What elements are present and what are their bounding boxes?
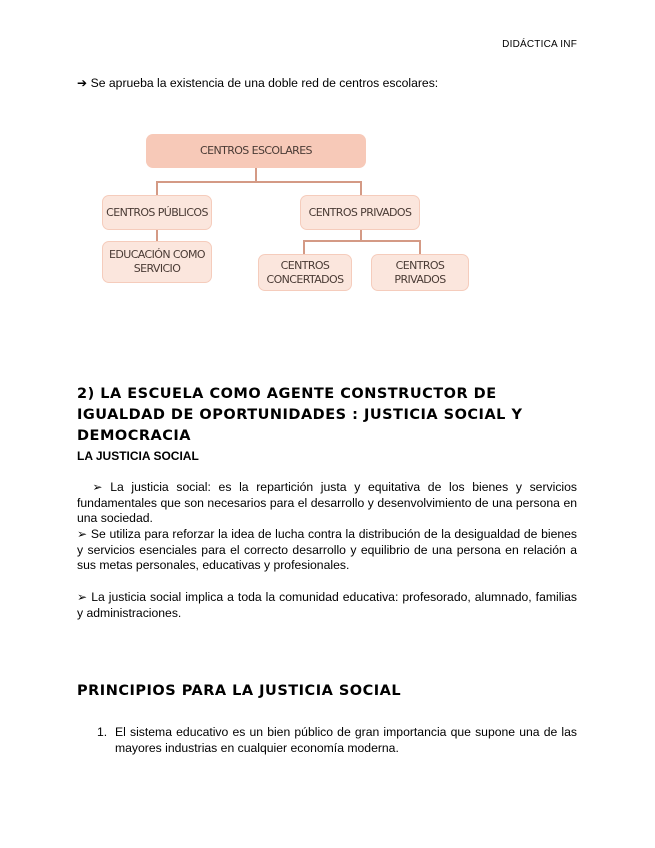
- section-heading: 2) LA ESCUELA COMO AGENTE CONSTRUCTOR DE IGUALDAD DE OPORTUNIDADES : JUSTICIA SOCIAL Y DEMOCRACIA: [77, 386, 523, 444]
- list-item: [97, 725, 577, 756]
- paragraph-2-text: Se utiliza para reforzar la idea de lucha contra la distribución de la desigualdad de bienes y servicios esenciales para el correcto desarrollo y equilibrio de una persona en relación a sus metas personales, educativas y profesionales.: [77, 527, 577, 573]
- connector-horizontal-top: [156, 181, 361, 183]
- principles-heading: PRINCIPIOS PARA LA JUSTICIA SOCIAL: [77, 683, 402, 699]
- paragraph-3: [77, 590, 577, 621]
- bullet-icon: ➢: [77, 590, 88, 604]
- node-educacion-como-servicio: EDUCACIÓN COMO SERVICIO: [102, 241, 212, 283]
- connector-left-down: [156, 181, 158, 195]
- intro-text: Se aprueba la existencia de una doble red de centros escolares:: [90, 76, 439, 90]
- paragraph-1-text: La justicia social: es la repartición justa y equitativa de los bienes y servicios fundamentales que son necesarios para el desarrollo y desenvolvimiento de una persona en una sociedad.: [77, 480, 577, 526]
- connector-publicos-down: [156, 230, 158, 241]
- document-header-title: DIDÁCTICA INF: [502, 39, 577, 50]
- intro-line: [77, 76, 438, 90]
- connector-root-down: [255, 168, 257, 182]
- paragraph-1: [77, 480, 577, 527]
- list-item-text: El sistema educativo es un bien público de gran importancia que supone una de las mayores industrias en cualquier economía moderna.: [115, 725, 577, 755]
- paragraph-3-text: La justicia social implica a toda la comunidad educativa: profesorado, alumnado, familias y administraciones.: [77, 590, 577, 620]
- paragraph-2: [77, 527, 577, 574]
- connector-horizontal-bottom: [303, 240, 420, 242]
- node-centros-publicos: CENTROS PÚBLICOS: [102, 195, 212, 230]
- connector-right-down: [360, 181, 362, 195]
- node-centros-escolares: CENTROS ESCOLARES: [146, 134, 366, 168]
- connector-privados2-down: [419, 240, 421, 254]
- node-centros-privados-2: CENTROS PRIVADOS: [371, 254, 469, 291]
- arrow-icon: ➔: [77, 76, 88, 90]
- bullet-icon: ➢: [92, 480, 103, 494]
- connector-privados-down: [360, 230, 362, 241]
- node-centros-concertados: CENTROS CONCERTADOS: [258, 254, 352, 291]
- node-centros-privados: CENTROS PRIVADOS: [300, 195, 420, 230]
- connector-concertados-down: [303, 240, 305, 254]
- subheading-justicia-social: LA JUSTICIA SOCIAL: [77, 449, 199, 463]
- bullet-icon: ➢: [77, 527, 88, 541]
- list-item-number: 1.: [97, 725, 108, 739]
